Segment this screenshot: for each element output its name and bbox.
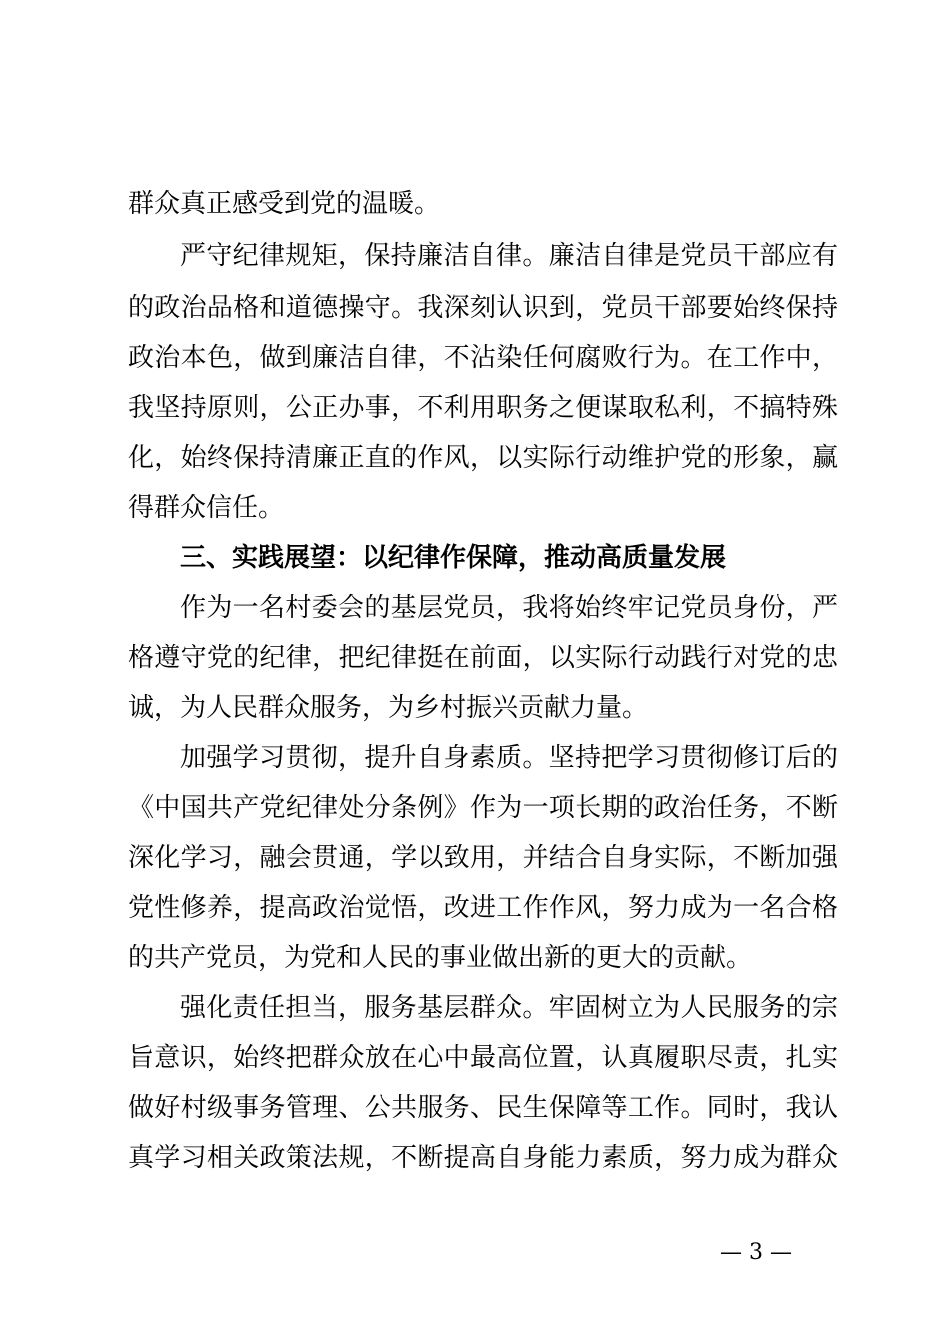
paragraph-first-line: 作为一名村委会的基层党员，我将始终牢记党员身份，严 bbox=[180, 593, 838, 623]
body-text-line: 做好村级事务管理、公共服务、民生保障等工作。同时，我认 bbox=[128, 1093, 838, 1123]
body-text-line: 群众真正感受到党的温暖。 bbox=[128, 189, 441, 219]
paragraph-first-line: 加强学习贯彻，提升自身素质。坚持把学习贯彻修订后的 bbox=[180, 743, 838, 773]
page-number: — 3 — bbox=[720, 1240, 792, 1265]
body-text-line: 政治本色，做到廉洁自律，不沾染任何腐败行为。在工作中， bbox=[128, 343, 838, 373]
paragraph-first-line: 严守纪律规矩，保持廉洁自律。廉洁自律是党员干部应有 bbox=[180, 241, 838, 271]
body-text-line: 旨意识，始终把群众放在心中最高位置，认真履职尽责，扎实 bbox=[128, 1043, 838, 1073]
body-text-line: 的政治品格和道德操守。我深刻认识到，党员干部要始终保持 bbox=[128, 293, 838, 323]
body-text-line: 化，始终保持清廉正直的作风，以实际行动维护党的形象，赢 bbox=[128, 443, 838, 473]
body-text-line: 的共产党员，为党和人民的事业做出新的更大的贡献。 bbox=[128, 943, 753, 973]
body-text-line: 得群众信任。 bbox=[128, 493, 285, 523]
body-text-line: 《中国共产党纪律处分条例》作为一项长期的政治任务，不断 bbox=[128, 793, 838, 823]
section-heading: 三、实践展望：以纪律作保障，推动高质量发展 bbox=[180, 543, 727, 573]
body-text-line: 格遵守党的纪律，把纪律挺在前面，以实际行动践行对党的忠 bbox=[128, 643, 838, 673]
body-text-line: 深化学习，融会贯通，学以致用，并结合自身实际，不断加强 bbox=[128, 843, 838, 873]
body-text-line: 我坚持原则，公正办事，不利用职务之便谋取私利，不搞特殊 bbox=[128, 393, 838, 423]
body-text-line: 党性修养，提高政治觉悟，改进工作作风，努力成为一名合格 bbox=[128, 893, 838, 923]
body-text-line: 诚，为人民群众服务，为乡村振兴贡献力量。 bbox=[128, 693, 649, 723]
paragraph-first-line: 强化责任担当，服务基层群众。牢固树立为人民服务的宗 bbox=[180, 993, 838, 1023]
body-text-line: 真学习相关政策法规，不断提高自身能力素质，努力成为群众 bbox=[128, 1143, 838, 1173]
